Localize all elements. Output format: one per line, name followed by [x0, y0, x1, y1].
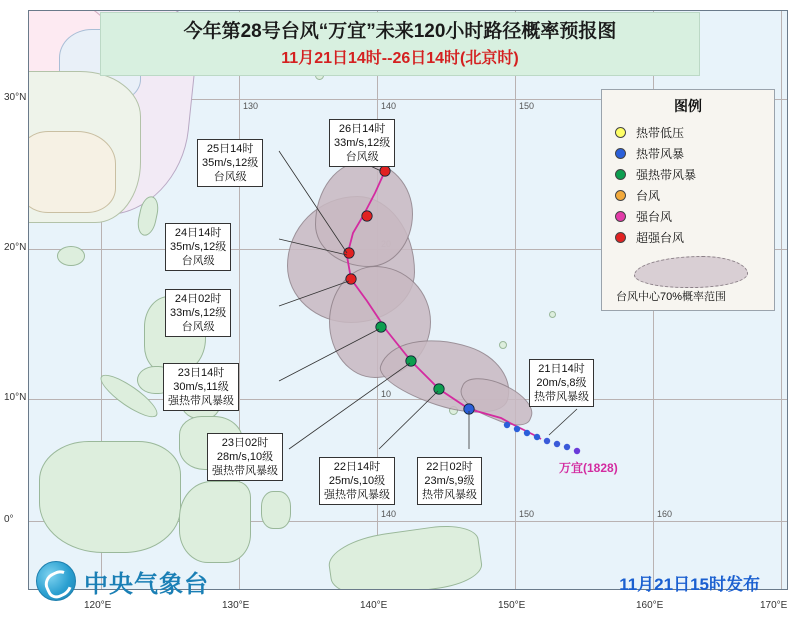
annotation-22-02-time: 22日02时	[426, 461, 473, 473]
legend-label-sty: 强台风	[636, 210, 673, 224]
cma-logo-icon	[36, 561, 76, 601]
leader-24-14	[279, 239, 347, 255]
track-point-tail-3	[554, 441, 560, 447]
annotation-25-14	[197, 139, 263, 187]
annotation-24-14-category: 台风级	[181, 255, 215, 267]
axis-label-lat-0: 0°	[4, 514, 14, 525]
super-typhoon-icon	[610, 232, 630, 243]
map-canvas	[28, 10, 788, 590]
annotation-26-14	[329, 119, 395, 167]
grid-label-140: 140	[381, 101, 397, 111]
track-point-23-14	[376, 322, 386, 332]
track-point-tail-6	[524, 430, 530, 436]
agency-name: 中央气象台	[84, 570, 209, 598]
grid-label-140-bottom: 140	[381, 509, 397, 519]
track-point-24-02	[346, 274, 356, 284]
legend-probability-area	[610, 254, 766, 303]
leader-24-02	[279, 281, 349, 306]
annotation-21-14-wind: 20m/s,8级	[536, 377, 587, 389]
grid-label-130: 130	[243, 101, 259, 111]
probability-area-swatch	[634, 256, 748, 288]
annotation-23-02	[207, 433, 283, 481]
legend-item-sts	[610, 164, 766, 185]
legend-item-ts	[610, 143, 766, 164]
legend-item-ty	[610, 185, 766, 206]
leader-21-14	[549, 409, 577, 435]
grid-label-lat-10: 10	[381, 389, 392, 399]
legend-label-td: 热带低压	[636, 126, 685, 140]
annotation-23-02-time: 23日02时	[221, 437, 269, 449]
axis-label-lat-30: 30°N	[4, 92, 27, 103]
legend-area-label: 台风中心70%概率范围	[616, 291, 727, 303]
severe-typhoon-icon	[610, 211, 630, 222]
track-point-tail-5	[534, 434, 540, 440]
typhoon-icon	[610, 190, 630, 201]
axis-label-lon-140: 140°E	[360, 600, 388, 611]
axis-label-lon-170: 170°E	[760, 600, 788, 611]
chart-title-banner	[100, 12, 700, 76]
annotation-25-14-time: 25日14时	[206, 143, 254, 155]
annotation-23-14-wind: 30m/s,11级	[173, 381, 229, 393]
legend-item-superty	[610, 227, 766, 248]
track-point-tail-8	[504, 422, 510, 428]
annotation-22-14	[319, 457, 395, 505]
annotation-22-14-wind: 25m/s,10级	[328, 475, 386, 487]
track-point-tail-7	[514, 426, 520, 432]
legend-item-td	[610, 122, 766, 143]
axis-label-lon-160: 160°E	[636, 600, 664, 611]
annotation-24-14-time: 24日14时	[174, 227, 222, 239]
annotation-23-02-category: 强热带风暴级	[212, 465, 278, 477]
tropical-depression-icon	[610, 127, 630, 138]
track-point-tail-1	[574, 448, 580, 454]
legend-item-sty	[610, 206, 766, 227]
track-point-25-14	[362, 211, 372, 221]
annotation-21-14	[529, 359, 594, 407]
axis-label-lat-20: 20°N	[4, 242, 27, 253]
track-line	[347, 157, 541, 439]
track-point-26-14	[380, 166, 390, 176]
annotation-23-14	[163, 363, 239, 411]
leader-23-14	[279, 329, 379, 381]
annotation-26-14-category: 台风级	[345, 151, 379, 163]
annotation-23-14-time: 23日14时	[177, 367, 225, 379]
axis-label-lon-150: 150°E	[498, 600, 526, 611]
page-subtitle: 11月21日14时--26日14时(北京时)	[281, 50, 519, 67]
annotation-24-02	[165, 289, 231, 337]
agency-branding	[36, 561, 209, 601]
annotation-24-02-category: 台风级	[181, 321, 215, 333]
annotation-25-14-category: 台风级	[213, 171, 247, 183]
legend-title: 图例	[674, 98, 702, 114]
legend-label-sts: 强热带风暴	[636, 168, 697, 182]
annotation-24-02-wind: 33m/s,12级	[170, 307, 227, 319]
grid-label-150-bottom: 150	[519, 509, 535, 519]
grid-label-150: 150	[519, 101, 535, 111]
axis-label-lon-120: 120°E	[84, 600, 112, 611]
annotation-24-14	[165, 223, 231, 271]
axis-label-lon-130: 130°E	[222, 600, 250, 611]
track-point-24-14	[344, 248, 354, 258]
track-point-tail-2	[564, 444, 570, 450]
tropical-storm-icon	[610, 148, 630, 159]
axis-label-lat-10: 10°N	[4, 392, 27, 403]
legend-label-ty: 台风	[636, 189, 661, 203]
annotation-23-02-wind: 28m/s,10级	[216, 451, 274, 463]
page-title: 今年第28号台风“万宜”未来120小时路径概率预报图	[183, 21, 617, 42]
annotation-22-14-time: 22日14时	[333, 461, 381, 473]
track-point-22-14	[434, 384, 444, 394]
leader-22-14	[379, 391, 438, 449]
storm-name-label: 万宜(1828)	[559, 461, 618, 475]
annotation-22-02-category: 热带风暴级	[422, 489, 477, 501]
severe-tropical-storm-icon	[610, 169, 630, 180]
annotation-21-14-category: 热带风暴级	[534, 391, 589, 403]
annotation-23-14-category: 强热带风暴级	[168, 395, 234, 407]
legend-label-superty: 超强台风	[636, 231, 685, 245]
issue-time-label: 11月21日15时发布	[619, 575, 760, 594]
annotation-22-14-category: 强热带风暴级	[324, 489, 390, 501]
annotation-26-14-wind: 33m/s,12级	[334, 137, 391, 149]
annotation-25-14-wind: 35m/s,12级	[202, 157, 259, 169]
annotation-21-14-time: 21日14时	[538, 363, 585, 375]
grid-label-160-bottom: 160	[657, 509, 673, 519]
annotation-22-02-wind: 23m/s,9级	[424, 475, 475, 487]
annotation-26-14-time: 26日14时	[338, 123, 386, 135]
annotation-22-02	[417, 457, 482, 505]
legend-label-ts: 热带风暴	[636, 147, 685, 161]
annotation-24-02-time: 24日02时	[174, 293, 222, 305]
legend-panel	[601, 89, 775, 311]
track-point-tail-4	[544, 438, 550, 444]
annotation-24-14-wind: 35m/s,12级	[170, 241, 227, 253]
